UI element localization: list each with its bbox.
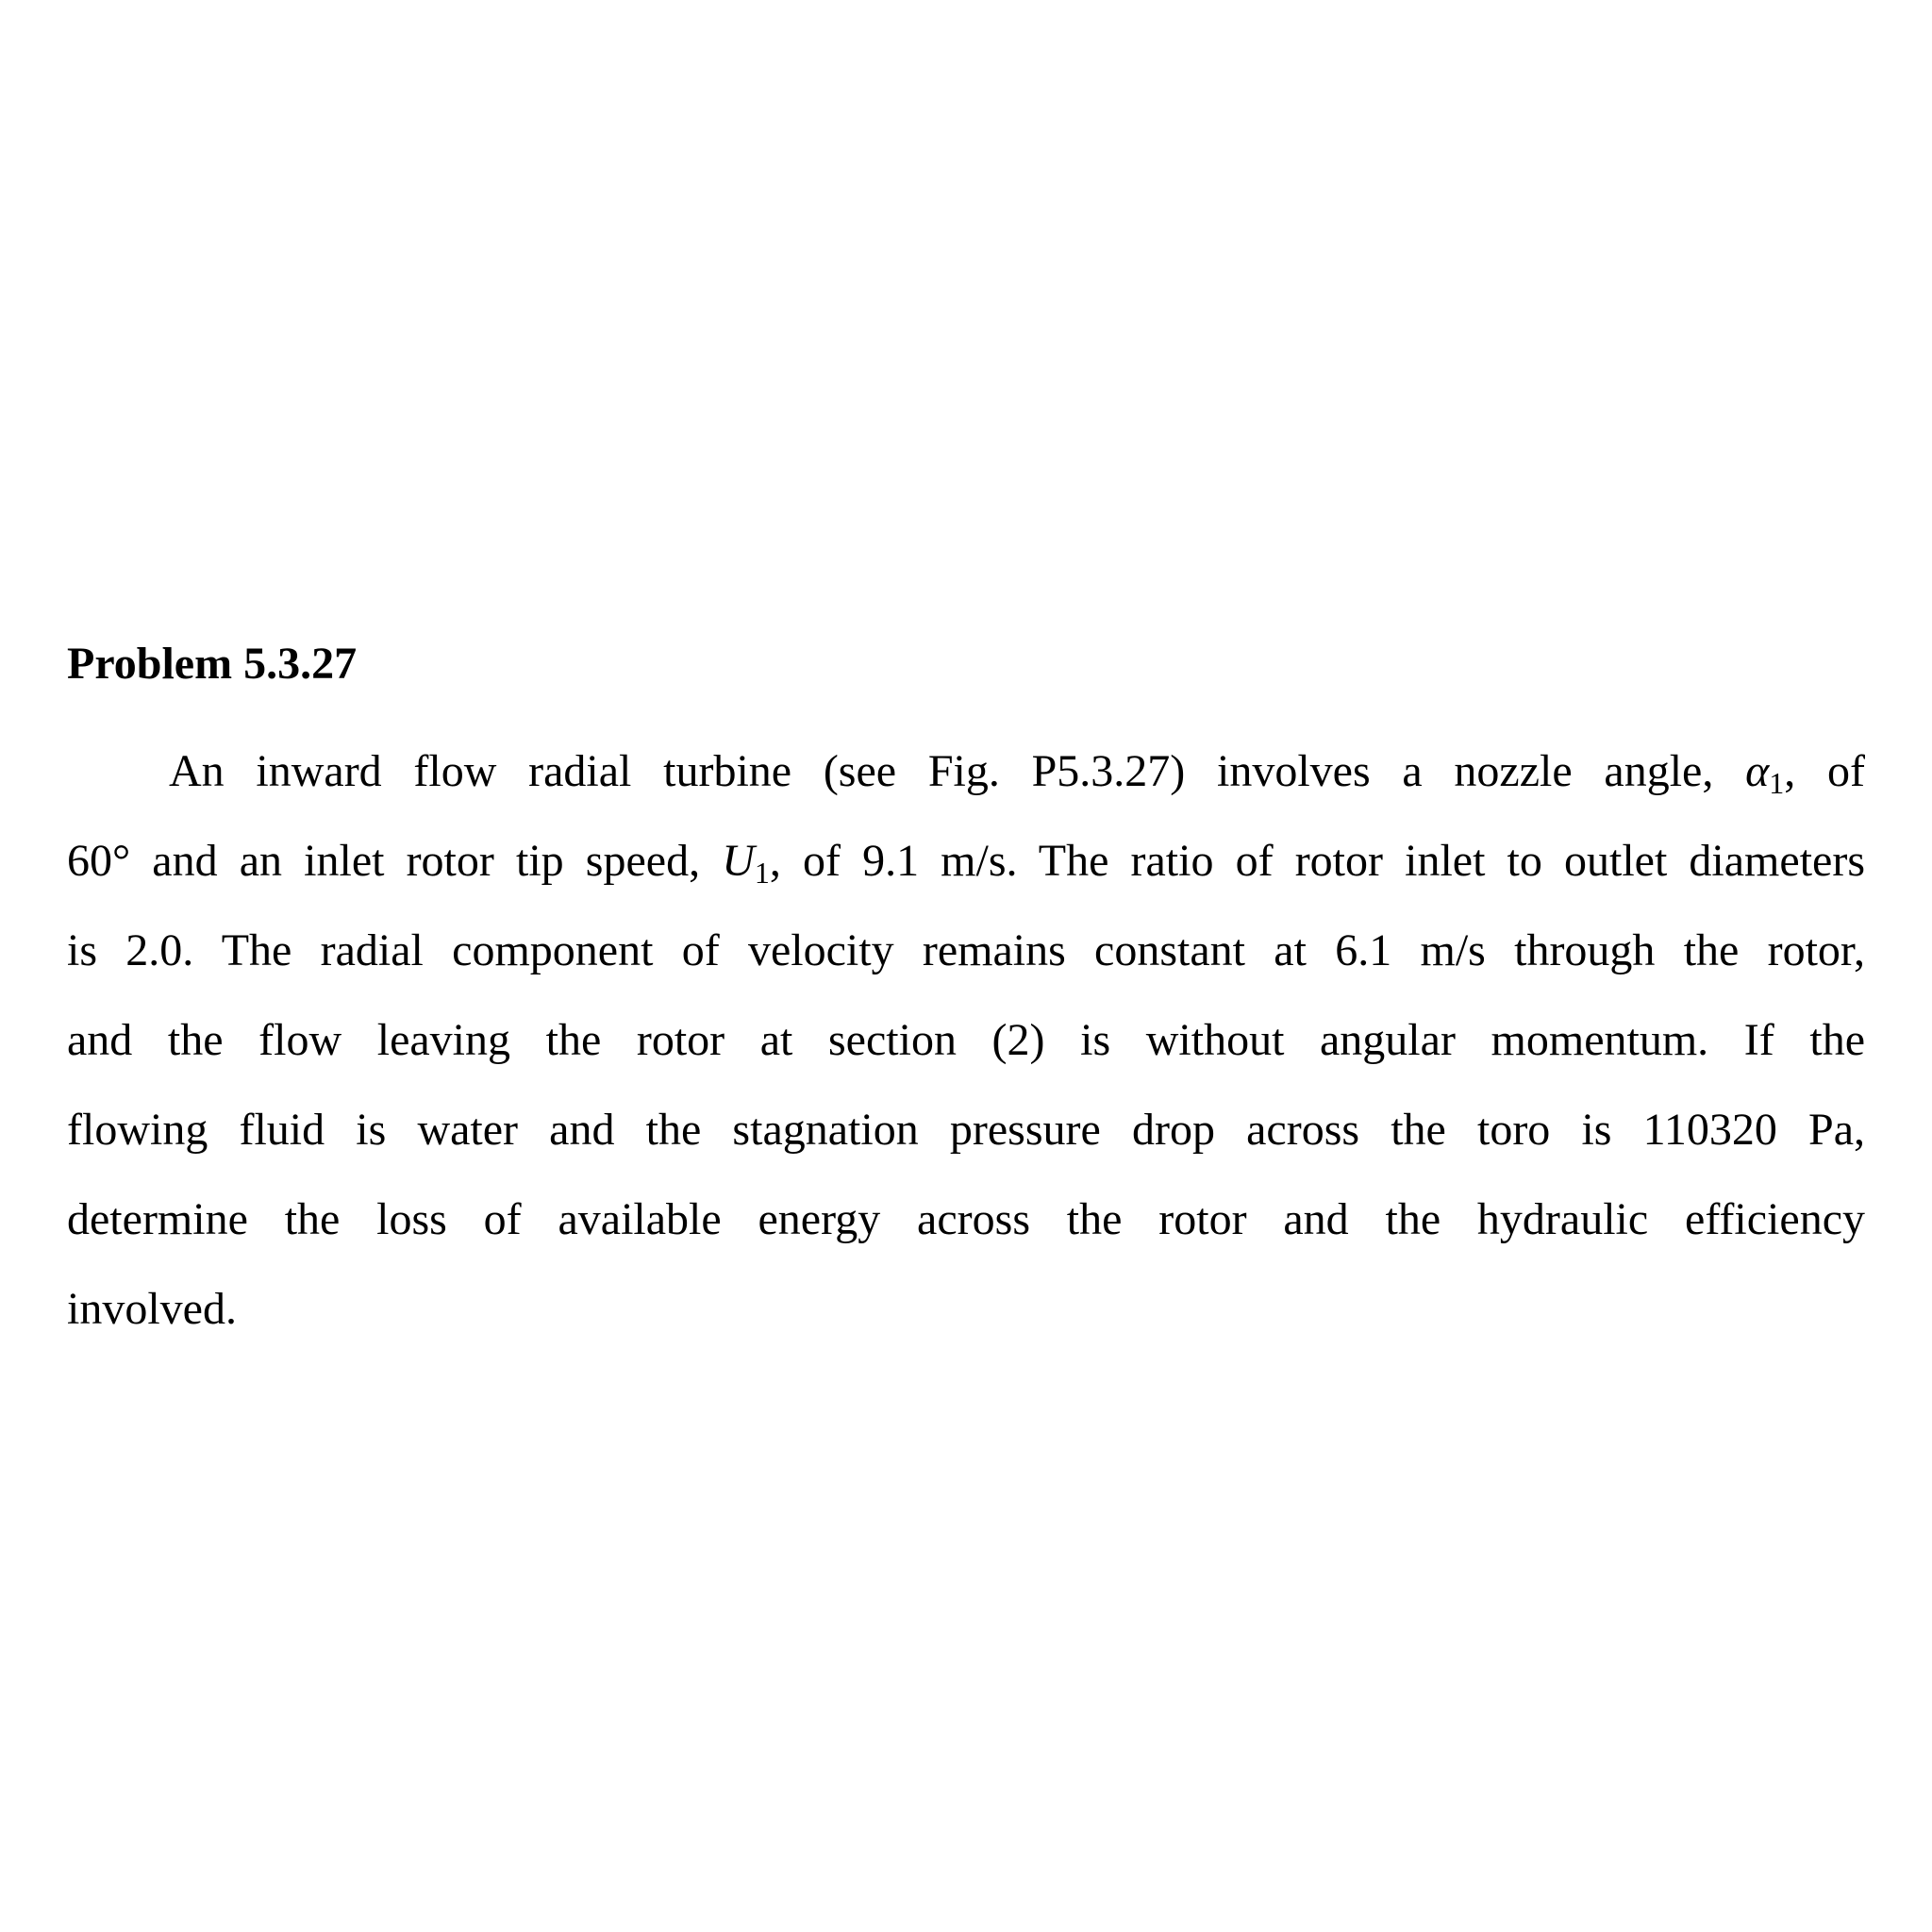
text-line: [67, 816, 1865, 906]
text-segment: , of: [1784, 746, 1865, 796]
problem-statement: [67, 726, 1865, 1354]
text-segment: 60° and an inlet rotor tip speed,: [67, 836, 723, 886]
text-segment: involved.: [67, 1284, 237, 1334]
text-segment: , of 9.1 m/s. The ratio of rotor inlet to outlet diameters: [769, 836, 1866, 886]
text-line: [67, 995, 1865, 1085]
text-line: [67, 906, 1865, 995]
text-segment: An inward flow radial turbine (see Fig. P5.3.27) involves a nozzle angle,: [169, 746, 1746, 796]
text-segment: flowing fluid is water and the stagnation pressure drop across the toro is 110320 Pa,: [67, 1105, 1865, 1155]
text-segment: is 2.0. The radial component of velocity remains constant at 6.1 m/s through the rotor,: [67, 925, 1865, 975]
text-segment: determine the loss of available energy across the rotor and the hydraulic efficiency: [67, 1194, 1865, 1244]
nozzle-angle-symbol: α1: [1745, 746, 1785, 800]
text-line: [67, 726, 1865, 816]
problem-title: Problem 5.3.27: [67, 639, 358, 689]
text-line: [67, 1174, 1865, 1264]
text-line: [67, 1085, 1865, 1174]
text-line: [67, 1264, 1865, 1354]
tip-speed-symbol: U1: [722, 836, 770, 890]
text-segment: and the flow leaving the rotor at section (2) is without angular momentum. If the: [67, 1015, 1865, 1065]
